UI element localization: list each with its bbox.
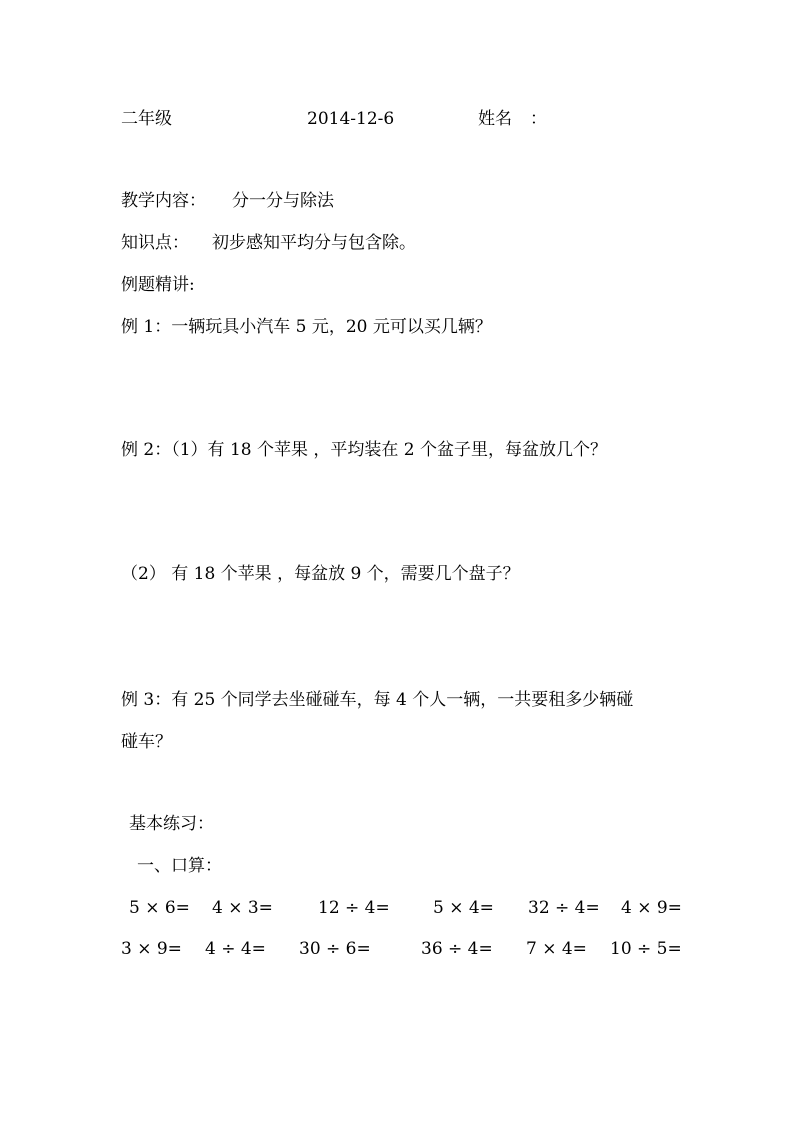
calc-problem: 5 × 4= [433, 898, 494, 918]
calc-problem: 36 ÷ 4= [421, 939, 493, 959]
calc-problem: 5 × 6= [129, 898, 190, 918]
section-1-heading: 一、口算： [137, 856, 222, 876]
calc-problem: 32 ÷ 4= [528, 898, 600, 918]
practice-heading: 基本练习： [129, 814, 214, 834]
example-1: 例 1：一辆玩具小汽车 5 元，20 元可以买几辆？ [121, 317, 492, 337]
date-text: 2014-12-6 [307, 109, 395, 129]
calc-problem: 10 ÷ 5= [610, 939, 682, 959]
calc-problem: 4 × 9= [621, 898, 682, 918]
examples-heading: 例题精讲: [121, 275, 195, 295]
calc-problem: 4 × 3= [212, 898, 273, 918]
knowledge-value: 初步感知平均分与包含除。 [212, 233, 416, 253]
example-3-line-2: 碰车？ [121, 732, 172, 752]
calc-problem: 3 × 9= [121, 939, 182, 959]
example-2-part-1: 例 2：（1）有 18 个苹果 ，平均装在 2 个盆子里，每盆放几个？ [121, 440, 608, 460]
calc-problem: 30 ÷ 6= [299, 939, 371, 959]
knowledge-label: 知识点： [121, 233, 189, 253]
content-label: 教学内容： [121, 191, 206, 211]
calc-problem: 4 ÷ 4= [205, 939, 266, 959]
calc-problem: 7 × 4= [526, 939, 587, 959]
calc-problem: 12 ÷ 4= [318, 898, 390, 918]
content-value: 分一分与除法 [232, 191, 334, 211]
grade-label: 二年级 [121, 109, 172, 129]
name-label: 姓名 [478, 109, 512, 129]
name-colon: ： [530, 109, 547, 129]
example-3-line-1: 例 3：有 25 个同学去坐碰碰车，每 4 个人一辆，一共要租多少辆碰 [121, 690, 634, 710]
example-2-part-2: （2） 有 18 个苹果 ，每盆放 9 个，需要几个盘子？ [121, 564, 520, 584]
